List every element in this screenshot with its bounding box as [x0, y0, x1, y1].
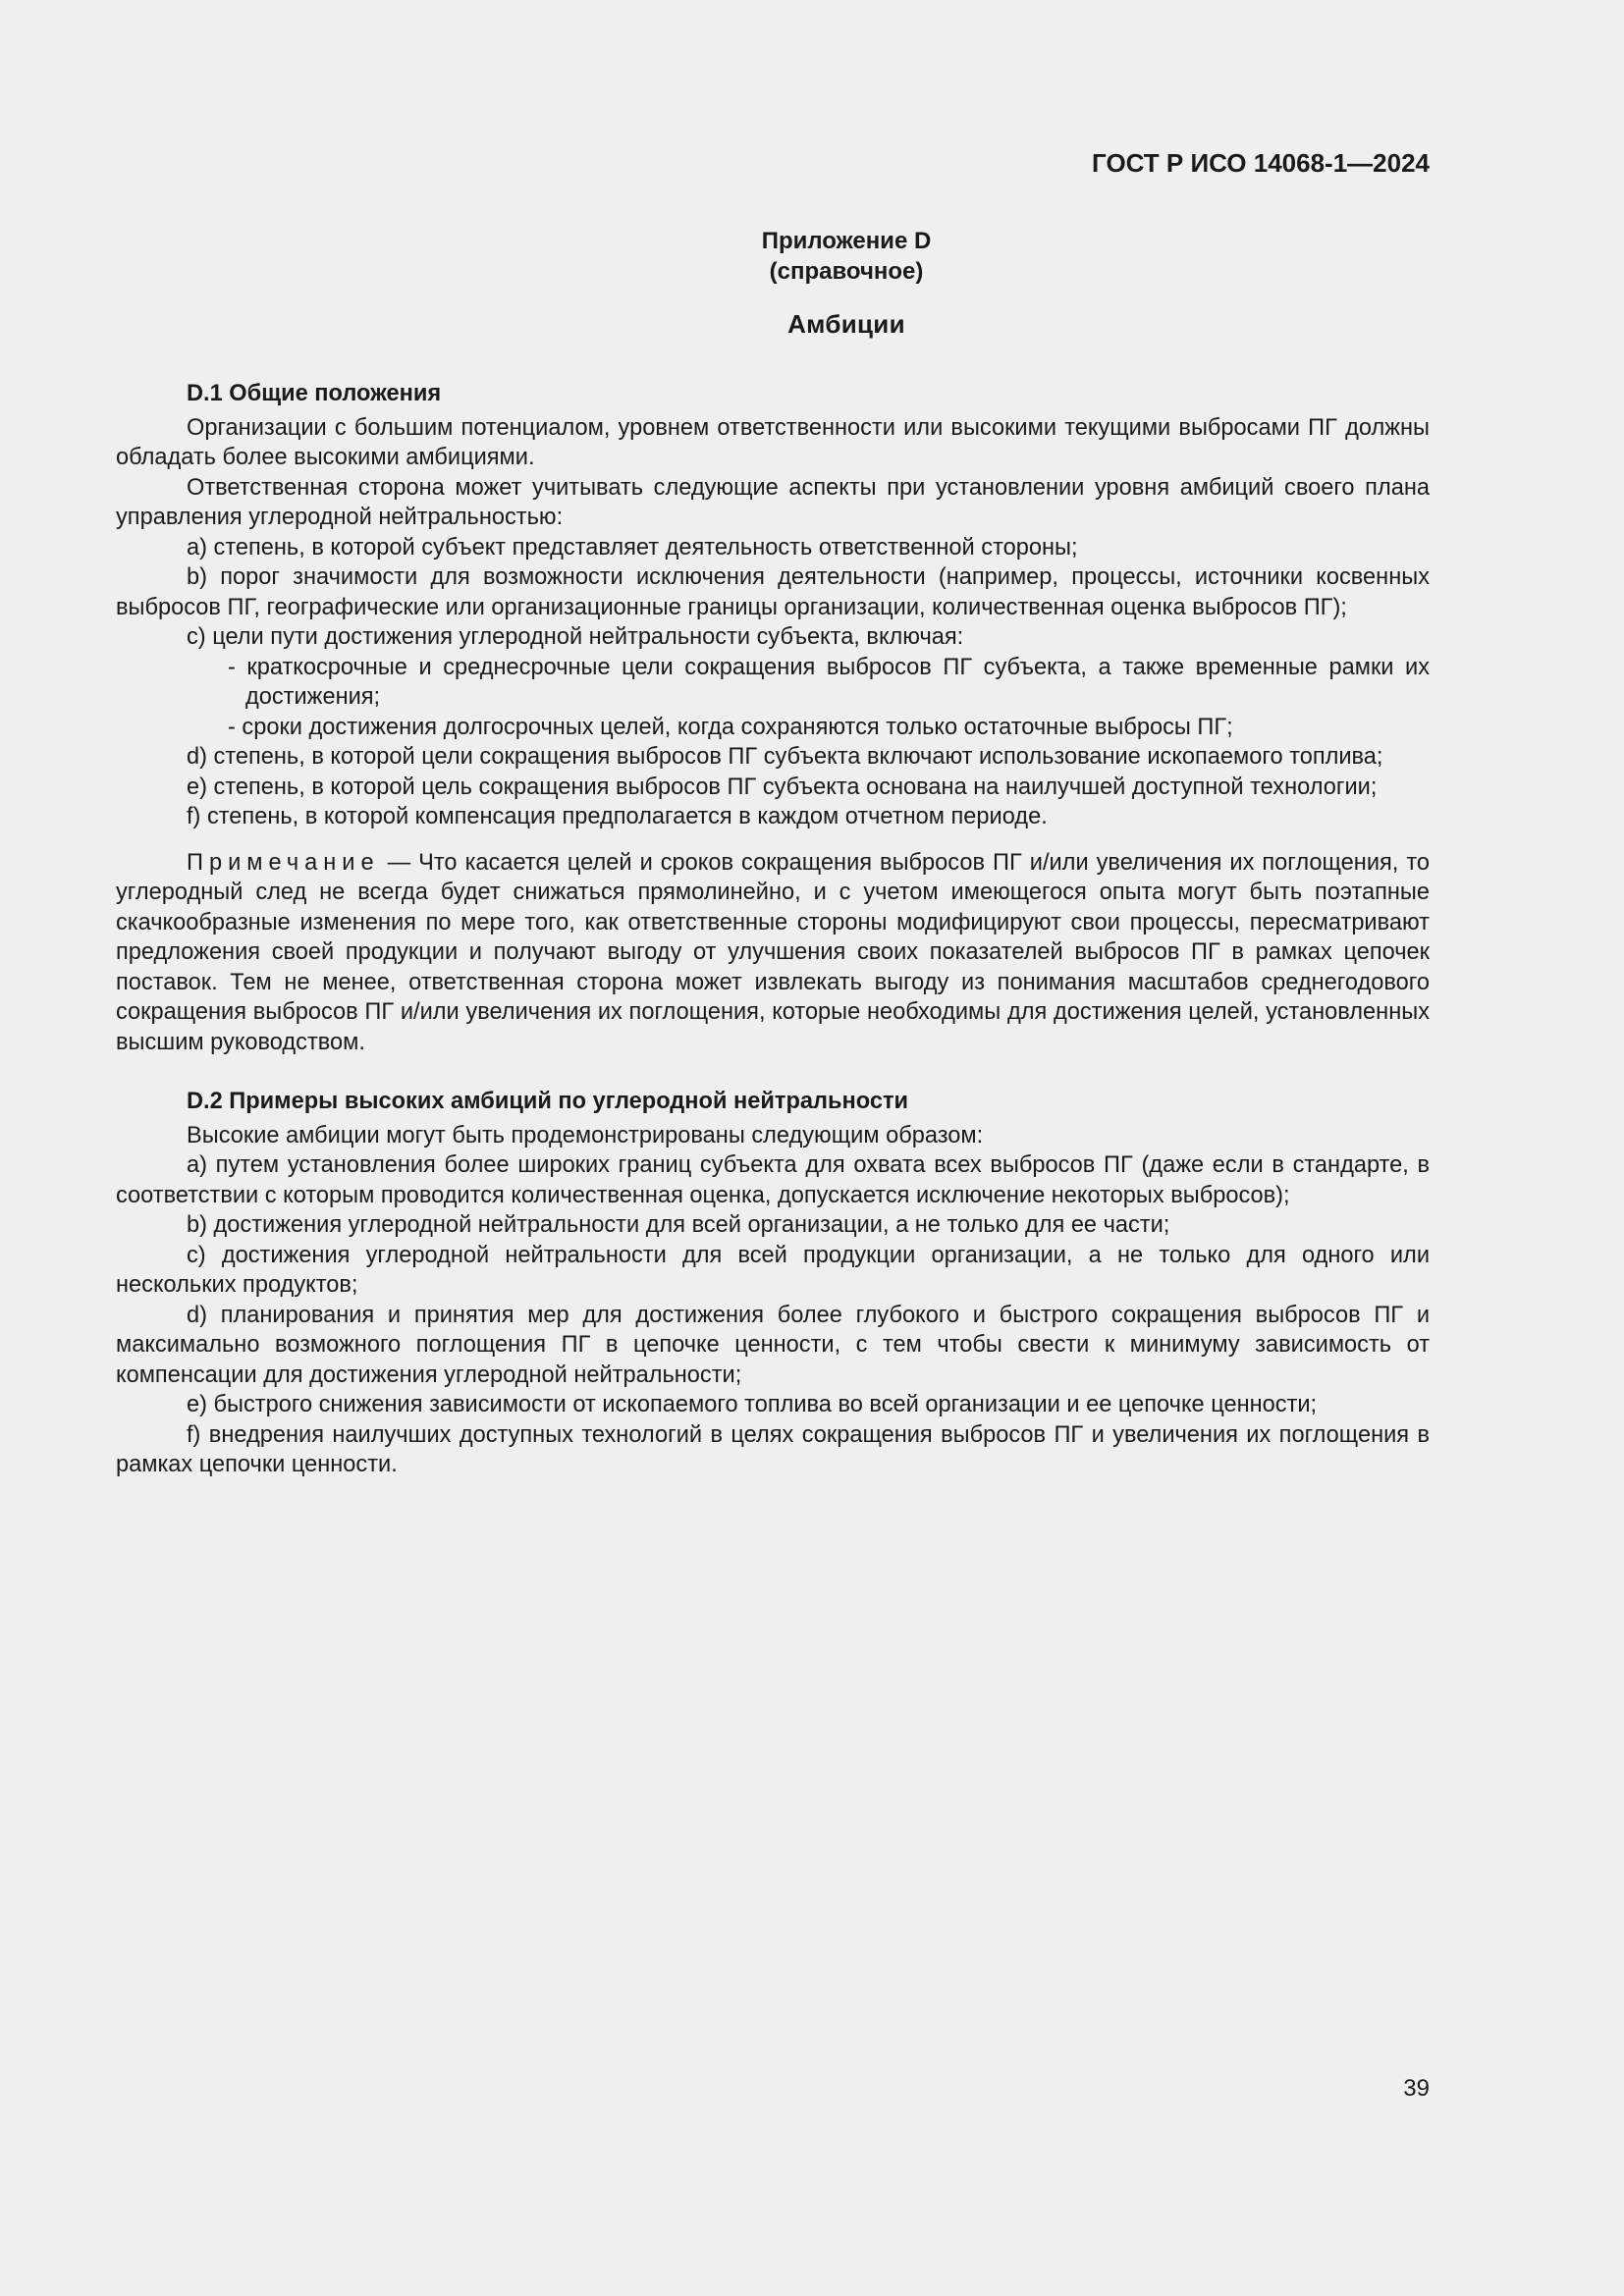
paragraph: Ответственная сторона может учитывать следующие аспекты при установлении уровня амбиций своего плана управления углеродной нейтральностью: [116, 474, 1430, 530]
list-item: b) порог значимости для возможности исключения деятельности (например, процессы, источники косвенных выбросов ПГ, географические или организационные границы организации, количественная оценка выбросов ПГ); [116, 564, 1430, 620]
note-label: Примечание [187, 849, 380, 876]
list-item: e) степень, в которой цель сокращения выбросов ПГ субъекта основана на наилучшей доступной технологии; [187, 774, 1378, 800]
list-item: f) степень, в которой компенсация предполагается в каждом отчетном периоде. [187, 804, 1048, 829]
dash-list-item: - сроки достижения долгосрочных целей, когда сохраняются только остаточные выбросы ПГ; [228, 714, 1233, 740]
list-item: a) путем установления более широких границ субъекта для охвата всех выбросов ПГ (даже если в стандарте, в соответствии с которым проводится количественная оценка, допускается исключение некоторых выбросов); [116, 1152, 1430, 1208]
annex-heading: Амбиции [787, 309, 905, 339]
page-content [116, 147, 1430, 1480]
paragraph: Организации с большим потенциалом, уровнем ответственности или высокими текущими выбросами ПГ должны обладать более высокими амбициями. [116, 414, 1430, 470]
page-number: 39 [1403, 2075, 1430, 2102]
list-item: f) внедрения наилучших доступных технологий в целях сокращения выбросов ПГ и увеличения их поглощения в рамках цепочки ценности. [116, 1421, 1430, 1477]
list-item: d) планирования и принятия мер для достижения более глубокого и быстрого сокращения выбросов ПГ и максимально возможного поглощения ПГ в цепочке ценности, с тем чтобы свести к минимуму зависимость от компенсации для достижения углеродной нейтральности; [116, 1302, 1430, 1388]
list-item: b) достижения углеродной нейтральности для всей организации, а не только для ее части; [187, 1212, 1170, 1238]
list-item: c) цели пути достижения углеродной нейтральности субъекта, включая: [187, 624, 964, 650]
note [116, 848, 1430, 1058]
annex-title: Приложение D [761, 228, 932, 254]
annex-subtitle: (справочное) [769, 258, 924, 285]
list-item: a) степень, в которой субъект представляет деятельность ответственной стороны; [187, 534, 1078, 561]
document-code: ГОСТ Р ИСО 14068-1—2024 [1092, 148, 1430, 178]
list-item: c) достижения углеродной нейтральности для всей продукции организации, а не только для одного или нескольких продуктов; [116, 1242, 1430, 1298]
paragraph: Высокие амбиции могут быть продемонстрированы следующим образом: [187, 1122, 984, 1148]
list-item: d) степень, в которой цели сокращения выбросов ПГ субъекта включают использование ископаемого топлива; [187, 744, 1383, 770]
dash-list-item: - краткосрочные и среднесрочные цели сокращения выбросов ПГ субъекта, а также временные рамки их достижения; [228, 654, 1430, 710]
section-title-d1: D.1 Общие положения [187, 381, 442, 406]
section-title-d2: D.2 Примеры высоких амбиций по углеродной нейтральности [187, 1089, 909, 1114]
list-item: e) быстрого снижения зависимости от ископаемого топлива во всей организации и ее цепочке ценности; [187, 1392, 1318, 1417]
note-text: — Что касается целей и сроков сокращения выбросов ПГ и/или увеличения их поглощения, то углеродный след не всегда будет снижаться прямолинейно, и с учетом имеющегося опыта могут быть поэтапные скачкообразные изменения по мере того, как ответственные стороны модифицируют свои процессы, пересматривают предложения своей продукции и получают выгоду от улучшения своих показателей выбросов ПГ в рамках цепочек поставок. Тем не менее, ответственная сторона может извлекать выгоду из понимания масштабов среднегодового сокращения выбросов ПГ и/или увеличения их поглощения, которые необходимы для достижения целей, установленных высшим руководством. [116, 849, 1430, 1055]
